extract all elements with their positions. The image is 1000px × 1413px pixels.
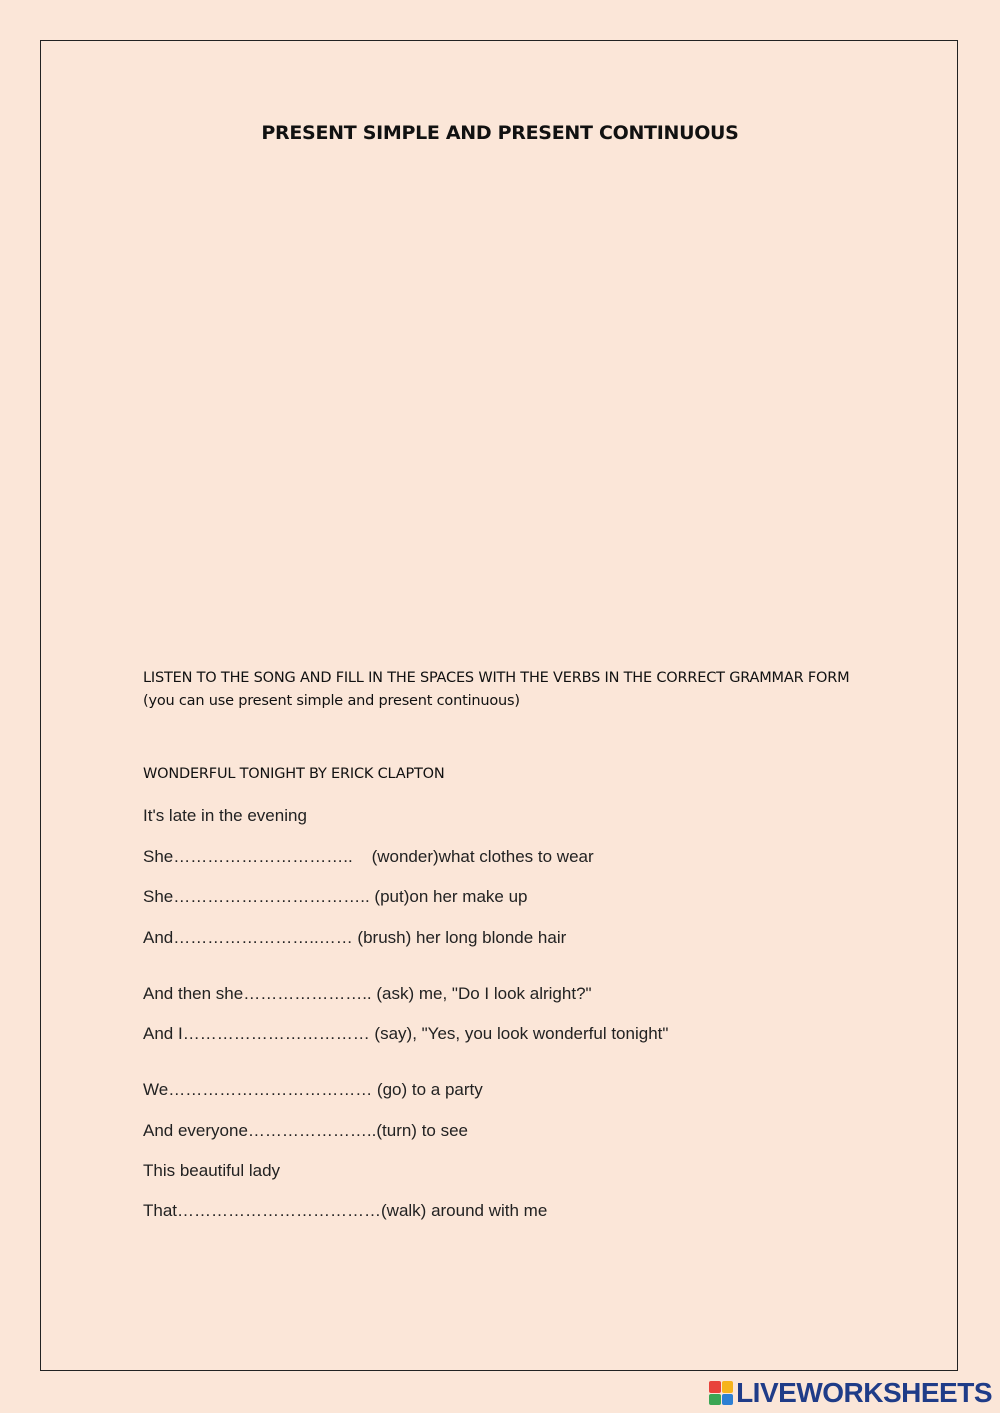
lyric-line-10[interactable]: That………………………………(walk) around with me	[143, 1201, 548, 1220]
liveworksheets-brand[interactable]	[709, 1378, 992, 1408]
lyric-line-7[interactable]: We……………………………… (go) to a party	[143, 1080, 483, 1099]
brand-name: LIVEWORKSHEETS	[736, 1377, 992, 1408]
instructions-text: LISTEN TO THE SONG AND FILL IN THE SPACES WITH THE VERBS IN THE CORRECT GRAMMAR FORM (you can use present simple and present continuous)	[143, 670, 850, 709]
lyric-line-4[interactable]: And……………………..…… (brush) her long blonde hair	[143, 928, 567, 947]
lyric-line-9: This beautiful lady	[143, 1161, 281, 1180]
lyric-line-6[interactable]: And I…………………………… (say), "Yes, you look wonderful tonight"	[143, 1024, 669, 1043]
lyric-line-8[interactable]: And everyone…………………..(turn) to see	[143, 1121, 469, 1140]
worksheet-title: PRESENT SIMPLE AND PRESENT CONTINUOUS	[261, 122, 739, 144]
liveworksheets-logo-icon	[709, 1381, 733, 1405]
lyric-line-5[interactable]: And then she………………….. (ask) me, "Do I look alright?"	[143, 984, 592, 1003]
song-title: WONDERFUL TONIGHT BY ERICK CLAPTON	[143, 766, 445, 782]
lyric-line-3[interactable]: She…………………………….. (put)on her make up	[143, 887, 528, 906]
lyric-line-2[interactable]: She………………………….. (wonder)what clothes to wear	[143, 847, 594, 866]
lyric-line-1: It's late in the evening	[143, 806, 307, 825]
